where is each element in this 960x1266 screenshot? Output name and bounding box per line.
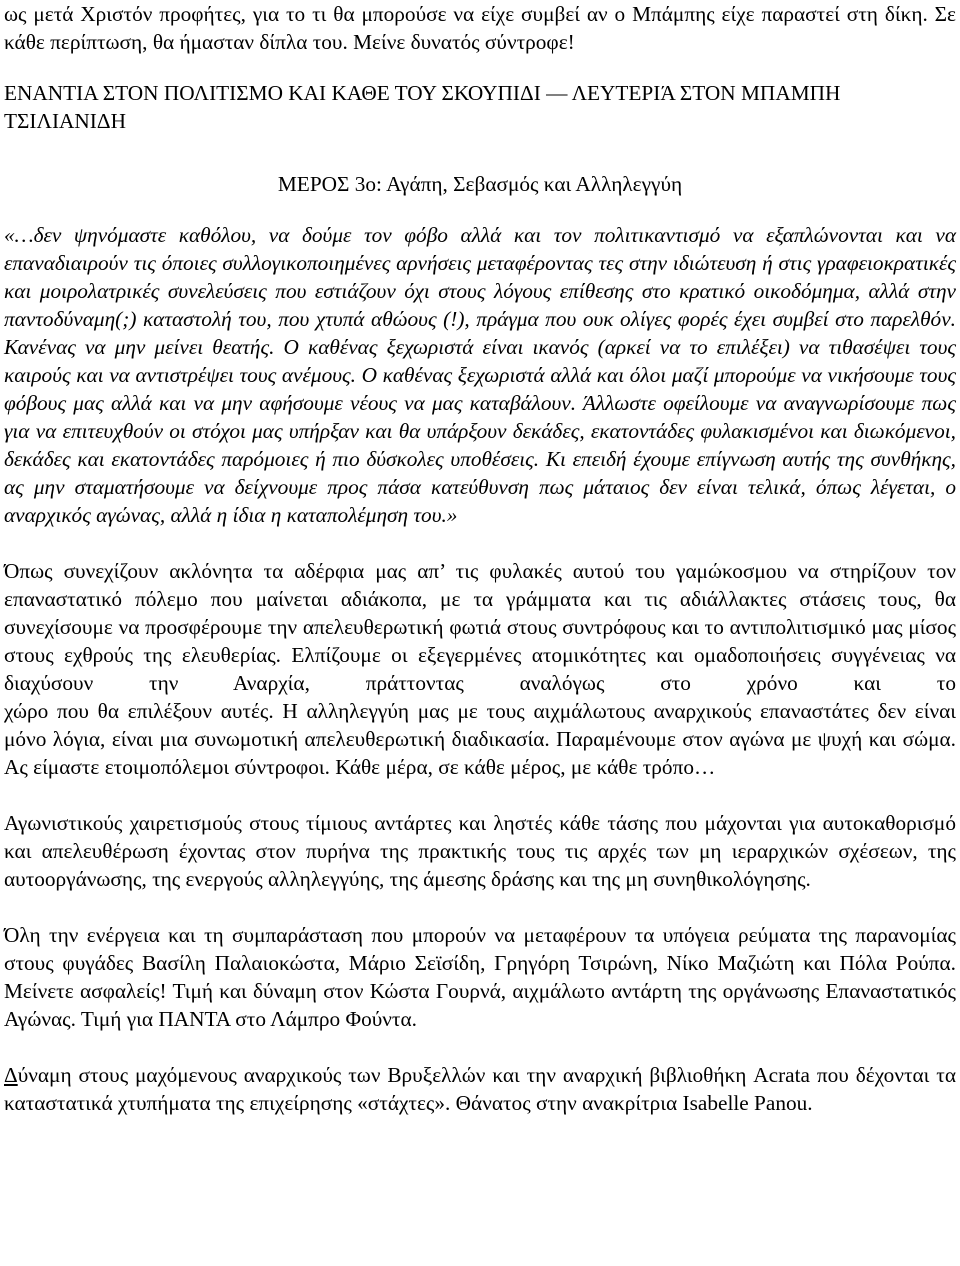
document-title: ΕΝΑΝΤΙΑ ΣΤΟΝ ΠΟΛΙΤΙΣΜΟ ΚΑΙ ΚΑΘΕ ΤΟΥ ΣΚΟΥΠΙΔΙ — ΛΕΥΤΕΡΙΆ ΣΤΟΝ ΜΠΑΜΠΗ ΤΣΙΛΙΑΝΙΔΗ [4,81,841,133]
paragraph-4-initial: Δ [4,1063,18,1087]
quote-paragraph: «…δεν ψηνόμαστε καθόλου, να δούμε τον φόβο αλλά και τον πολιτικαντισμό να εξαπλώνονται και να επαναδιαιρούν τις όποιες συλλογικοποιημένες αρνήσεις μεταφέροντας τες στην ιδιώτευση ή στις γραφειοκρατικές και μοιρολατρικές συνελεύσεις που εστιάζουν όχι στους λόγους επίθεσης στο κρατικό οικοδόμημα, αλλά στην παντοδύναμη(;) καταστολή του, που χτυπά αθώους (!), πράγμα που ουκ ολίγες φορές έχει συμβεί στο παρελθόν. Κανένας να μην μείνει θεατής. Ο καθένας ξεχωριστά είναι ικανός (αρκεί να το επιλέξει) να τιθασέψει τους καιρούς και να αντιστρέψει τους ανέμους. Ο καθένας ξεχωριστά αλλά και όλοι μαζί μπορούμε να νικήσουμε τους φόβους μας αλλά και να μην αφήσουμε νέους να μας καταβάλουν. Άλλωστε οφείλουμε να αναγνωρίσουμε πως για να επιτευχθούν οι στόχοι μας υπήρξαν και θα υπάρξουν δεκάδες, εκατοντάδες φυλακισμένοι και διωκόμενοι, δεκάδες και εκατοντάδες παρόμοιες ή πιο δύσκολες υποθέσεις. Κι επειδή έχουμε επίγνωση αυτής της συνθήκης, ας μην σταματήσουμε να δείχνουμε προς πάσα κατεύθυνση πως μάταιος δεν είναι τελικά, όπως λέγεται, ο αναρχικός αγώνας, αλλά η ίδια η καταπολέμηση του.» [4,223,956,527]
paragraph-2: Αγωνιστικούς χαιρετισμούς στους τίμιους αντάρτες και ληστές κάθε τάσης που μάχονται για αυτοκαθορισμό και απελευθέρωση έχοντας στον πυρήνα της πρακτικής τους τις αρχές των μη ιεραρχικών σχέσεων, της αυτοοργάνωσης, της ενεργούς αλληλεγγύης, της άμεσης δράσης και της μη συνηθικολόγησης. [4,811,956,891]
paragraph-4 [4,1061,956,1117]
paragraph-1 [4,557,956,781]
paragraph-3: Όλη την ενέργεια και τη συμπαράσταση που μπορούν να μεταφέρουν τα υπόγεια ρεύματα της παρανομίας στους φυγάδες Βασίλη Παλαιοκώστα, Μάριο Σεϊσίδη, Γρηγόρη Τσιρώνη, Νίκο Μαζιώτη και Πόλα Ρούπα. Μείνετε ασφαλείς! Τιμή και δύναμη στον Κώστα Γουρνά, αιχμάλωτο αντάρτη της οργάνωσης Επαναστατικός Αγώνας. Τιμή για ΠΑΝΤΑ στο Λάμπρο Φούντα. [4,923,956,1031]
paragraph-4-text: ύναμη στους μαχόμενους αναρχικούς των Βρυξελλών και την αναρχική βιβλιοθήκη Acrata που δέχονται τα καταστατικά χτυπήματα της επιχείρησης «στάχτες». Θάνατος στην ανακρίτρια Isabelle Panou. [4,1063,956,1115]
paragraph-1-part-b: χώρο που θα επιλέξουν αυτές. Η αλληλεγγύη μας με τους αιχμάλωτους αναρχικούς επαναστάτες δεν είναι μόνο λόγια, είναι μια συνωμοτική απελευθερωτική διαδικασία. Παραμένουμε στον αγώνα με ψυχή και σώμα. Ας είμαστε ετοιμοπόλεμοι σύντροφοι. Κάθε μέρα, σε κάθε μέρος, με κάθε τρόπο… [4,699,956,779]
intro-paragraph: ως μετά Χριστόν προφήτες, για το τι θα μπορούσε να είχε συμβεί αν ο Μπάμπης είχε παραστεί στη δίκη. Σε κάθε περίπτωση, θα ήμασταν δίπλα του. Μείνε δυνατός σύντροφε! [4,2,956,54]
document-subtitle: ΜΕΡΟΣ 3ο: Αγάπη, Σεβασμός και Αλληλεγγύη [277,172,683,196]
document-page [4,0,956,1117]
paragraph-1-part-a: Όπως συνεχίζουν ακλόνητα τα αδέρφια μας απ’ τις φυλακές αυτού του γαμώκοσμου να στηρίζουν τον επαναστατικό πόλεμο που μαίνεται αδιάκοπα, με τα γράμματα και τις αδιάλλακτες στάσεις τους, θα συνεχίσουμε να προσφέρουμε την απελευθερωτική φωτιά στους συντρόφους και το αντιπολιτισμικό μας μίσος στους εχθρούς της ελευθερίας. Ελπίζουμε οι εξεγερμένες ατομικότητες και ομαδοποιήσεις συγγένειας να διαχύσουν την Αναρχία, πράττοντας αναλόγως στο χρόνο και το [4,559,956,695]
